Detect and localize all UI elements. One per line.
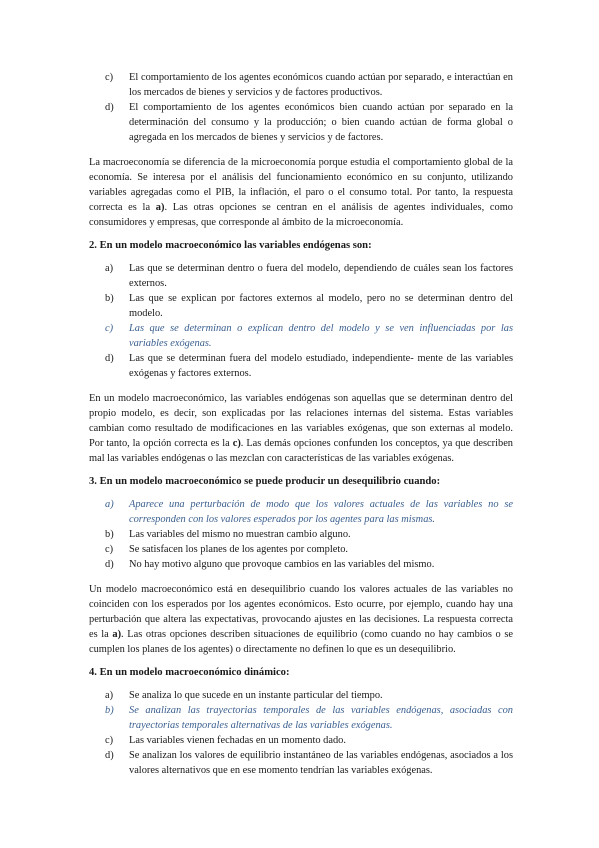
- q3-option-a-correct: [89, 497, 513, 527]
- option-letter: a): [105, 263, 114, 274]
- option-text: Se analizan los valores de equilibrio instantáneo de las variables endógenas, asociados a los valores alternativos que en ese momento tendrían las variables exógenas.: [129, 750, 513, 776]
- option-text: El comportamiento de los agentes económicos bien cuando actúan por separado en la determinación del consumo y la producción; o bien cuando actúan de forma global o agregada en los mercados de bienes y servicios y de factores.: [129, 102, 513, 143]
- option-text: Las que se determinan fuera del modelo estudiado, independiente- mente de las variables exógenas y factores externos.: [129, 353, 513, 379]
- option-text: Las que se determinan o explican dentro del modelo y se ven influenciadas por las variables exógenas.: [129, 323, 513, 349]
- option-letter: b): [105, 529, 114, 540]
- option-letter: d): [105, 102, 114, 113]
- q4-option-c: [89, 733, 513, 748]
- q3-option-c: [89, 542, 513, 557]
- option-letter: d): [105, 559, 114, 570]
- option-text: Las que se determinan dentro o fuera del modelo, dependiendo de cuáles sean los factores externos.: [129, 263, 513, 289]
- q4-option-a: [89, 688, 513, 703]
- option-text: El comportamiento de los agentes económicos cuando actúan por separado, e interactúan en los mercados de bienes y servicios y de factores productivos.: [129, 72, 513, 98]
- q1-option-d: [89, 100, 513, 145]
- option-text: Se satisfacen los planes de los agentes por completo.: [129, 544, 349, 555]
- option-letter: c): [105, 735, 114, 746]
- option-text: No hay motivo alguno que provoque cambios en las variables del mismo.: [129, 559, 435, 570]
- option-letter: a): [105, 690, 114, 701]
- option-letter: d): [105, 353, 114, 364]
- q2-option-a: [89, 261, 513, 291]
- option-letter: b): [105, 293, 114, 304]
- document-page: [89, 70, 513, 778]
- option-text: Se analiza lo que sucede en un instante particular del tiempo.: [129, 690, 383, 701]
- q1-explanation: La macroeconomía se diferencia de la microeconomía porque estudia el comportamiento global de la economía. Se interesa por el análisis del funcionamiento económico en su conjunto, utilizando variables agregadas como el PIB, la inflación, el paro o el consumo total. Por tanto, la respuesta correcta es la a). Las otras opciones se centran en el análisis de agentes individuales, como consumidores y empresas, que corresponde al ámbito de la microeconomía.: [89, 157, 513, 228]
- option-letter: d): [105, 750, 114, 761]
- option-letter: b): [105, 705, 114, 716]
- option-text: Las variables del mismo no muestran cambio alguno.: [129, 529, 351, 540]
- q3-option-d: [89, 557, 513, 572]
- option-letter: c): [105, 544, 114, 555]
- option-letter: a): [105, 499, 114, 510]
- q4-option-d: [89, 748, 513, 778]
- option-text: Las que se explican por factores externos al modelo, pero no se determinan dentro del modelo.: [129, 293, 513, 319]
- option-text: Aparece una perturbación de modo que los valores actuales de las variables no se corresponden con los valores esperados por los agentes para las mismas.: [129, 499, 513, 525]
- option-text: Las variables vienen fechadas en un momento dado.: [129, 735, 346, 746]
- q2-option-c-correct: [89, 321, 513, 351]
- q3-title: 3. En un modelo macroeconómico se puede producir un desequilibrio cuando:: [89, 476, 441, 487]
- q3-explanation: Un modelo macroeconómico está en desequilibrio cuando los valores actuales de las variables no coinciden con los esperados por los agentes económicos. Esto ocurre, por ejemplo, cuando hay una perturbación que altera las expectativas, provocando ajustes en las decisiones. La respuesta correcta es la a). Las otras opciones describen situaciones de equilibrio (como cuando no hay cambios o se cumplen los planes de los agentes) o directamente no definen lo que es un desequilibrio.: [89, 584, 513, 655]
- q2-option-d: [89, 351, 513, 381]
- q3-option-b: [89, 527, 513, 542]
- option-letter: c): [105, 323, 114, 334]
- option-letter: c): [105, 72, 114, 83]
- q4-option-b-correct: [89, 703, 513, 733]
- q2-explanation: En un modelo macroeconómico, las variables endógenas son aquellas que se determinan dentro del propio modelo, es decir, son explicadas por las relaciones internas del sistema. Estas variables cambian como resultado de modificaciones en las variables exógenas, que son externas al modelo. Por tanto, la opción correcta es la c). Las demás opciones confunden los conceptos, ya que describen mal las variables endógenas o las mezclan con características de las variables exógenas.: [89, 393, 514, 464]
- option-text: Se analizan las trayectorias temporales de las variables endógenas, asociadas con trayectorias temporales alternativas de las variables exógenas.: [129, 705, 513, 731]
- q4-title: 4. En un modelo macroeconómico dinámico:: [89, 667, 290, 678]
- q2-title: 2. En un modelo macroeconómico las variables endógenas son:: [89, 240, 372, 251]
- q1-option-c: [89, 70, 513, 100]
- q2-option-b: [89, 291, 513, 321]
